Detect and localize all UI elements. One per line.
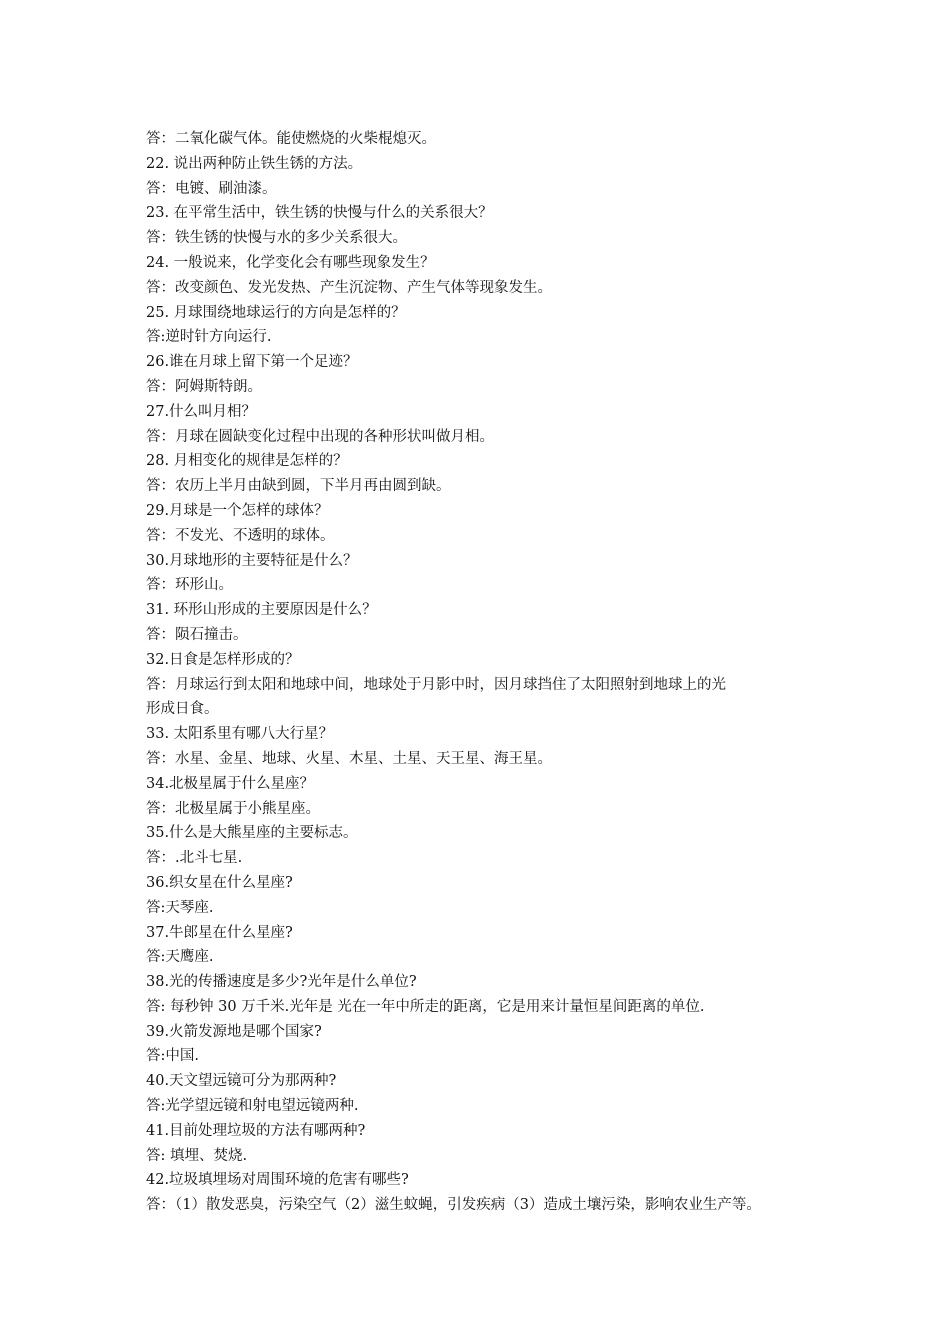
answer-line: 答：阿姆斯特朗。	[146, 378, 262, 395]
answer-line: 答：改变颜色、发光发热、产生沉淀物、产生气体等现象发生。	[146, 279, 552, 296]
question-line: 25. 月球围绕地球运行的方向是怎样的？	[146, 304, 406, 321]
answer-line: 答:天鹰座.	[146, 949, 214, 966]
question-line: 37.牛郎星在什么星座?	[146, 924, 293, 941]
question-line: 28. 月相变化的规律是怎样的？	[146, 453, 348, 470]
answer-line: 答:中国.	[146, 1048, 199, 1065]
answer-line: 答：二氧化碳气体。能使燃烧的火柴棍熄灭。	[146, 131, 436, 147]
question-line: 23. 在平常生活中，铁生锈的快慢与什么的关系很大？	[146, 205, 493, 222]
question-line: 29.月球是一个怎样的球体？	[146, 502, 329, 519]
question-line: 22. 说出两种防止铁生锈的方法。	[146, 155, 363, 172]
question-line: 24. 一般说来，化学变化会有哪些现象发生？	[146, 254, 435, 271]
answer-line: 答：月球在圆缺变化过程中出现的各种形状叫做月相。	[146, 428, 494, 445]
question-line: 36.织女星在什么星座?	[146, 874, 293, 891]
answer-line: 答:逆时针方向运行.	[146, 329, 272, 346]
question-line: 27.什么叫月相？	[146, 403, 257, 420]
answer-line: 答：北极星属于小熊星座。	[146, 800, 320, 817]
question-line: 38.光的传播速度是多少?光年是什么单位?	[146, 974, 417, 991]
question-line: 26.谁在月球上留下第一个足迹？	[146, 354, 358, 371]
answer-line: 答：电镀、刷油漆。	[146, 180, 277, 197]
text-line: 形成日食。	[146, 701, 219, 718]
question-line: 30.月球地形的主要特征是什么？	[146, 552, 358, 569]
document-page	[146, 127, 826, 1218]
question-line: 31. 环形山形成的主要原因是什么？	[146, 602, 377, 619]
question-line: 41.目前处理垃圾的方法有哪两种?	[146, 1122, 366, 1139]
question-line: 34.北极星属于什么星座？	[146, 775, 315, 792]
answer-line: 答：农历上半月由缺到圆，下半月再由圆到缺。	[146, 478, 451, 495]
answer-line: 答：月球运行到太阳和地球中间，地球处于月影中时，因月球挡住了太阳照射到地球上的光	[146, 676, 726, 693]
answer-line: 答: 填埋、焚烧.	[146, 1147, 248, 1164]
answer-line: 答：环形山。	[146, 577, 233, 594]
question-line: 42.垃圾填埋场对周围环境的危害有哪些?	[146, 1172, 409, 1189]
answer-line: 答: 每秒钟 30 万千米.光年是 光在一年中所走的距离，它是用来计量恒星间距离的单位.	[146, 998, 705, 1015]
answer-line: 答:光学望远镜和射电望远镜两种.	[146, 1098, 359, 1115]
question-line: 39.火箭发源地是哪个国家?	[146, 1023, 322, 1040]
answer-line: 答:天琴座.	[146, 899, 214, 916]
answer-line: 答：.北斗七星.	[146, 850, 243, 867]
question-line: 33. 太阳系里有哪八大行星？	[146, 726, 334, 743]
answer-line: 答：陨石撞击。	[146, 626, 248, 643]
question-line: 40.天文望远镜可分为那两种?	[146, 1073, 337, 1090]
question-line: 35.什么是大熊星座的主要标志。	[146, 825, 358, 842]
question-line: 32.日食是怎样形成的？	[146, 651, 300, 668]
answer-line: 答：不发光、不透明的球体。	[146, 527, 335, 544]
answer-line: 答：（1）散发恶臭，污染空气（2）滋生蚊蝇，引发疾病（3）造成土壤污染，影响农业生产等。	[146, 1197, 761, 1214]
answer-line: 答：水星、金星、地球、火星、木星、土星、天王星、海王星。	[146, 750, 552, 767]
answer-line: 答：铁生锈的快慢与水的多少关系很大。	[146, 230, 407, 247]
